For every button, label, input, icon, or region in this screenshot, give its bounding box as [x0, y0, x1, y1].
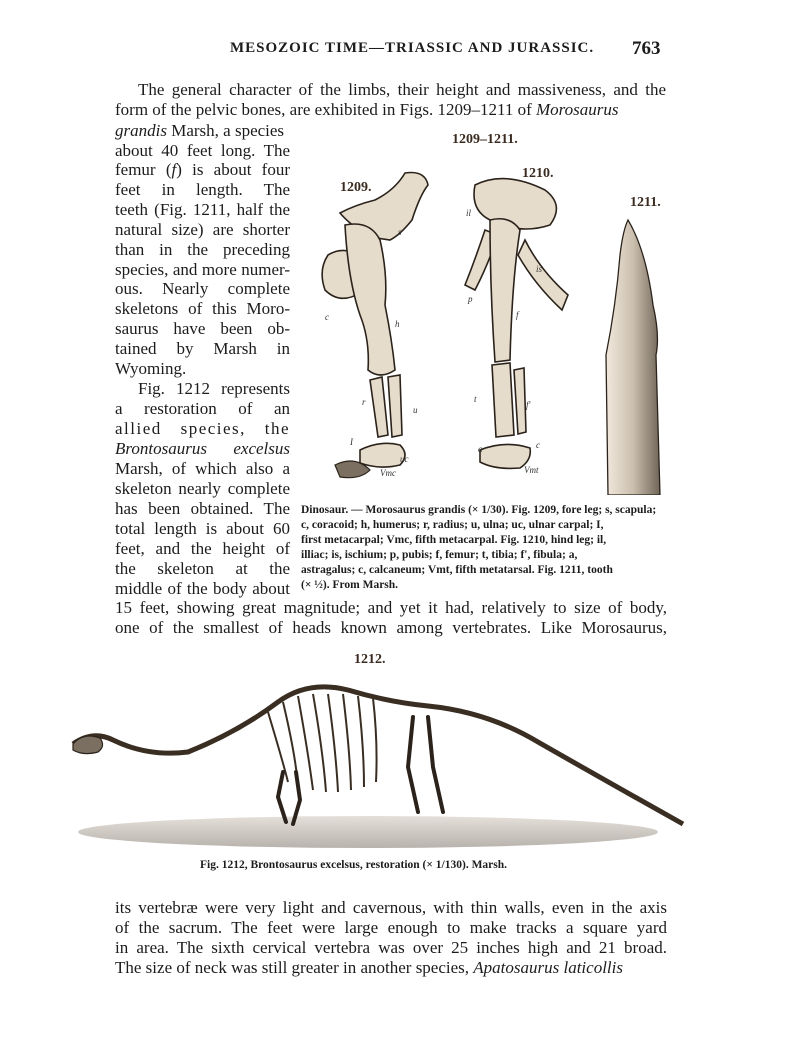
svg-text:p: p [468, 294, 473, 304]
tooth-illustration [598, 215, 673, 495]
figure-1210-label: 1210. [522, 166, 554, 181]
figure-1212-caption: Fig. 1212, Brontosaurus excelsus, restoration (× 1/130). Marsh. [200, 859, 508, 871]
figure-caption-top: Dinosaur. — Morosaurus grandis (× 1/30). Fig. 1209, fore leg; s, scapula; c, coracoid; h, humerus; r, radius; u, ulna; uc, ulnar carpal; I, first metacarpal; Vmc, fifth metacarpal. Fig. 1210, hind leg; il, illiac; is, ischium; p, pubis; f, femur; t, tibia; f', fibula; a, astragalus; c, calcaneum; Vmt, fifth metatarsal. Fig. 1211, tooth (× ½). From Marsh. [301, 504, 657, 591]
svg-text:Vmt: Vmt [524, 465, 539, 475]
fore-leg-illustration [300, 165, 435, 495]
text-line: in area. The sixth cervical vertebra was over 25 inches high and 21 broad. [115, 938, 667, 957]
page-number: 763 [632, 38, 661, 59]
figure-1212-label: 1212. [354, 652, 386, 667]
figure-group-label: 1209–1211. [452, 132, 518, 147]
svg-text:u: u [413, 405, 418, 415]
svg-text:c: c [325, 312, 329, 322]
svg-text:Vmc: Vmc [380, 468, 396, 478]
text-line: of the sacrum. The feet were large enough to make tracks a square yard [115, 918, 667, 937]
svg-text:I: I [350, 437, 353, 447]
text-line: form of the pelvic bones, are exhibited in Figs. 1209–1211 of Morosaurus [115, 100, 619, 119]
running-header: MESOZOIC TIME—TRIASSIC AND JURASSIC. [230, 40, 595, 56]
svg-text:f': f' [526, 400, 531, 410]
svg-text:r: r [362, 397, 366, 407]
svg-text:is: is [536, 264, 543, 274]
text-line: one of the smallest of heads known among vertebrates. Like Morosaurus, [115, 618, 667, 637]
text-line: The general character of the limbs, their height and massiveness, and the [138, 80, 666, 99]
hind-leg-illustration [450, 170, 580, 490]
svg-text:t: t [474, 394, 477, 404]
svg-text:s: s [398, 227, 402, 237]
figure-1209-label: 1209. [340, 180, 372, 195]
svg-text:uc: uc [400, 454, 409, 464]
figure-1211-label: 1211. [630, 195, 661, 210]
svg-text:a: a [478, 444, 483, 454]
brontosaurus-skeleton-illustration [68, 672, 688, 852]
text-line: its vertebræ were very light and cavernous, with thin walls, even in the axis [115, 898, 667, 917]
svg-text:c: c [536, 440, 540, 450]
text-line: The size of neck was still greater in another species, Apatosaurus laticollis [115, 958, 623, 977]
svg-text:il: il [466, 208, 472, 218]
text-line: 15 feet, showing great magnitude; and yet it had, relatively to size of body, [115, 598, 667, 617]
svg-text:h: h [395, 319, 400, 329]
svg-text:f: f [516, 310, 519, 320]
